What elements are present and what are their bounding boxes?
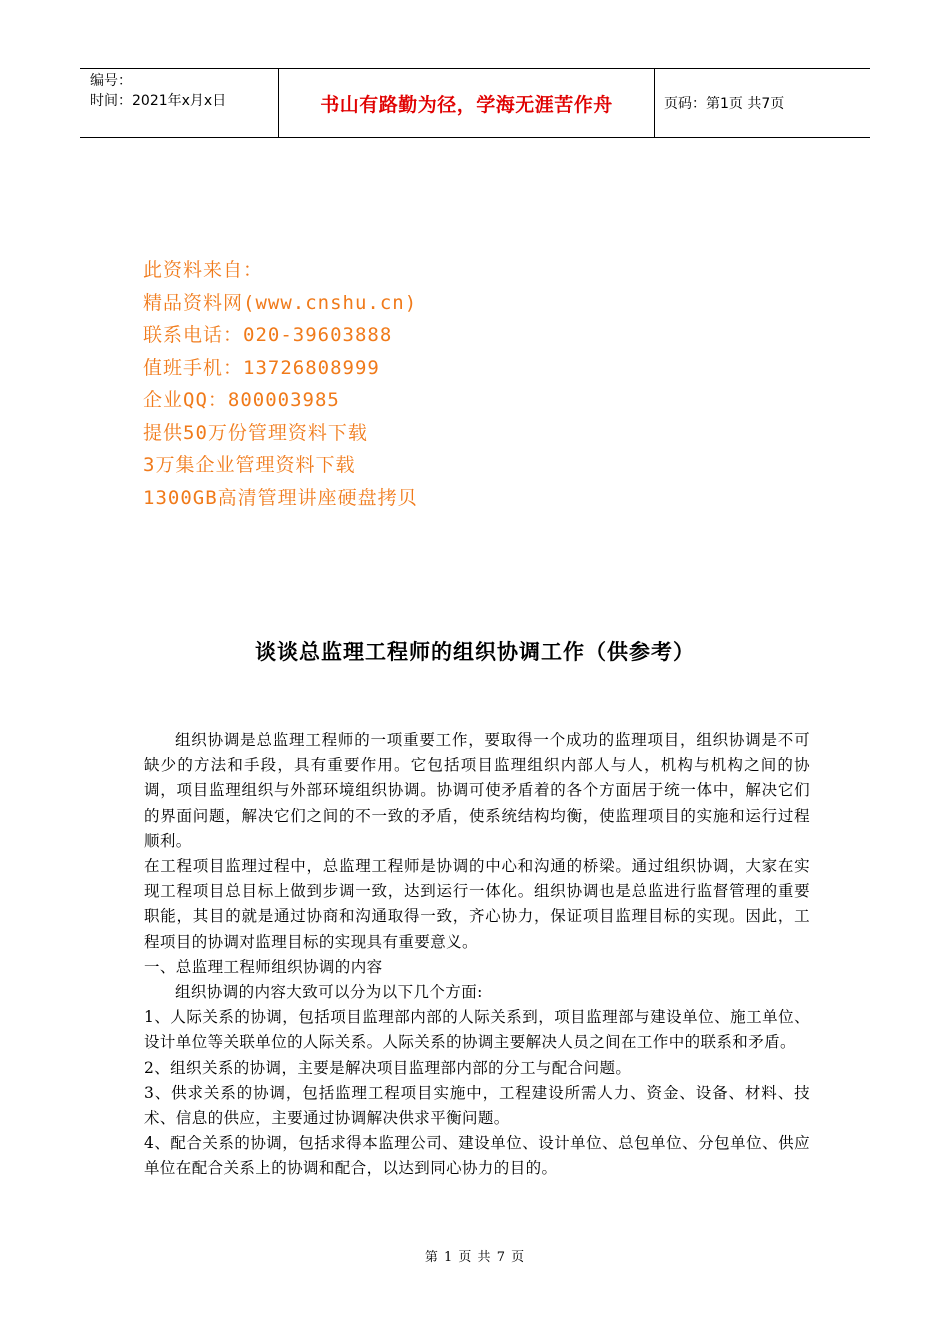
page-footer: 第 1 页 共 7 页 [424, 1250, 526, 1265]
list-item: 3、供求关系的协调，包括监理工程项目实施中，工程建设所需人力、资金、设备、材料、技术、信息的供应，主要通过协调解决供求平衡问题。 [144, 1083, 810, 1128]
promo-line: 提供50万份管理资料下载 [143, 421, 368, 444]
header-page-info: 页码：第1页 共7页 [664, 96, 785, 112]
list-item: 1、人际关系的协调，包括项目监理部内部的人际关系到，项目监理部与建设单位、施工单位、设计单位等关联单位的人际关系。人际关系的协调主要解决人员之间在工作中的联系和矛盾。 [144, 1008, 810, 1052]
document-body [144, 728, 810, 1182]
list-item: 2、组织关系的协调，主要是解决项目监理部内部的分工与配合问题。 [144, 1058, 632, 1077]
promo-line: 企业QQ：800003985 [143, 389, 340, 411]
promo-line: 此资料来自： [143, 259, 264, 281]
promo-line: 值班手机：13726808999 [143, 356, 380, 379]
header-time-label: 时间：2021年x月x日 [90, 93, 227, 109]
promo-line: 精品资料网(www.cnshu.cn) [143, 291, 418, 314]
body-paragraph: 在工程项目监理过程中，总监理工程师是协调的中心和沟通的桥梁。通过组织协调，大家在实现工程项目总目标上做到步调一致，达到运行一体化。组织协调也是总监进行监督管理的重要职能，其目的就是通过协商和沟通取得一致，齐心协力，保证项目监理目标的实现。因此，工程项目的协调对监理目标的实现具有重要意义。 [144, 857, 810, 951]
header-number-label: 编号： [90, 73, 132, 89]
body-paragraph: 组织协调的内容大致可以分为以下几个方面: [175, 983, 483, 1002]
section-heading: 一、总监理工程师组织协调的内容 [144, 957, 383, 976]
promo-block [143, 254, 643, 514]
header-motto: 书山有路勤为径，学海无涯苦作舟 [320, 93, 613, 116]
promo-line: 联系电话：020-39603888 [143, 324, 393, 346]
document-title: 谈谈总监理工程师的组织协调工作（供参考） [255, 640, 695, 664]
page-header [80, 68, 870, 138]
body-paragraph: 组织协调是总监理工程师的一项重要工作，要取得一个成功的监理项目，组织协调是不可缺少的方法和手段，具有重要作用。它包括项目监理组织内部人与人，机构与机构之间的协调，项目监理组织与外部环境组织协调。协调可使矛盾着的各个方面居于统一体中，解决它们的界面问题，解决它们之间的不一致的矛盾，使系统结构均衡，使监理项目的实施和运行过程顺利。 [144, 731, 810, 850]
list-item: 4、配合关系的协调，包括求得本监理公司、建设单位、设计单位、总包单位、分包单位、供应单位在配合关系上的协调和配合，以达到同心协力的目的。 [144, 1134, 810, 1178]
header-divider [654, 69, 655, 137]
promo-line: 3万集企业管理资料下载 [143, 454, 356, 476]
promo-line: 1300GB高清管理讲座硬盘拷贝 [143, 486, 418, 509]
header-meta [90, 71, 270, 111]
